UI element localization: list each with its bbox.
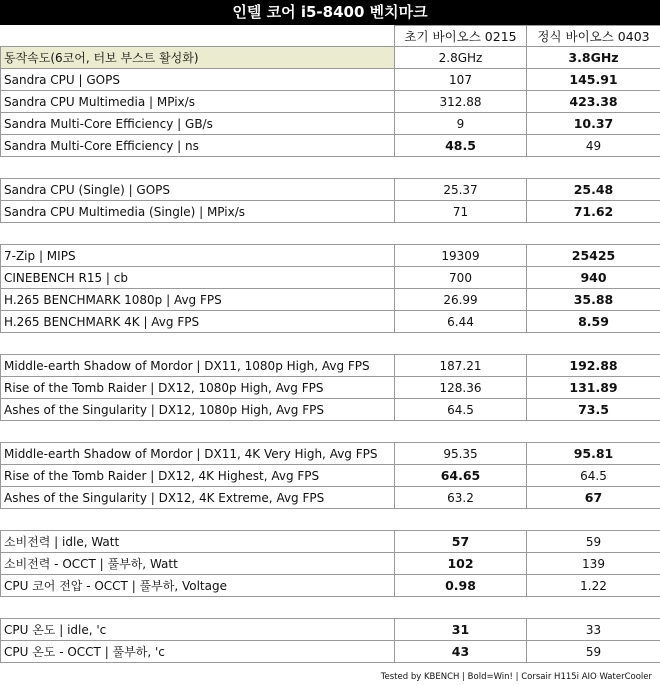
initial-bios-value: 2.8GHz	[395, 47, 527, 69]
official-bios-value: 59	[527, 531, 660, 553]
initial-bios-value: 6.44	[395, 311, 527, 333]
initial-bios-value: 95.35	[395, 443, 527, 465]
initial-bios-value: 43	[395, 641, 527, 663]
table-row	[1, 135, 660, 157]
row-label: Sandra CPU Multimedia | MPix/s	[1, 91, 395, 113]
official-bios-value: 1.22	[527, 575, 660, 597]
initial-bios-value: 48.5	[395, 135, 527, 157]
header-blank-cell	[1, 26, 395, 47]
initial-bios-value: 102	[395, 553, 527, 575]
official-bios-value: 67	[527, 487, 660, 509]
official-bios-value: 25425	[527, 245, 660, 267]
row-label: Sandra Multi-Core Efficiency | GB/s	[1, 113, 395, 135]
spacer-cell	[527, 421, 660, 443]
table-row	[1, 465, 660, 487]
official-bios-value: 59	[527, 641, 660, 663]
table-row	[1, 377, 660, 399]
official-bios-value: 71.62	[527, 201, 660, 223]
page-title: 인텔 코어 i5-8400 벤치마크	[0, 0, 660, 25]
initial-bios-value: 107	[395, 69, 527, 91]
table-row	[1, 443, 660, 465]
spacer-cell	[1, 157, 395, 179]
initial-bios-value: 9	[395, 113, 527, 135]
group-spacer-row	[1, 333, 660, 355]
initial-bios-value: 57	[395, 531, 527, 553]
official-bios-value: 73.5	[527, 399, 660, 421]
official-bios-value: 8.59	[527, 311, 660, 333]
official-bios-value: 64.5	[527, 465, 660, 487]
initial-bios-value: 19309	[395, 245, 527, 267]
table-row	[1, 487, 660, 509]
benchmark-table	[0, 25, 660, 663]
spacer-cell	[395, 509, 527, 531]
row-label: Rise of the Tomb Raider | DX12, 1080p High, Avg FPS	[1, 377, 395, 399]
initial-bios-value: 187.21	[395, 355, 527, 377]
row-label: 소비전력 - OCCT | 풀부하, Watt	[1, 553, 395, 575]
row-label: 7-Zip | MIPS	[1, 245, 395, 267]
official-bios-value: 139	[527, 553, 660, 575]
row-label: Sandra Multi-Core Efficiency | ns	[1, 135, 395, 157]
official-bios-value: 10.37	[527, 113, 660, 135]
official-bios-value: 35.88	[527, 289, 660, 311]
group-spacer-row	[1, 223, 660, 245]
initial-bios-value: 63.2	[395, 487, 527, 509]
official-bios-value: 33	[527, 619, 660, 641]
row-label: Sandra CPU (Single) | GOPS	[1, 179, 395, 201]
official-bios-value: 95.81	[527, 443, 660, 465]
row-label: Sandra CPU Multimedia (Single) | MPix/s	[1, 201, 395, 223]
initial-bios-value: 26.99	[395, 289, 527, 311]
table-row	[1, 311, 660, 333]
row-label: CINEBENCH R15 | cb	[1, 267, 395, 289]
spacer-cell	[527, 509, 660, 531]
row-label: CPU 코어 전압 - OCCT | 풀부하, Voltage	[1, 575, 395, 597]
spacer-cell	[395, 157, 527, 179]
row-label: Rise of the Tomb Raider | DX12, 4K Highest, Avg FPS	[1, 465, 395, 487]
table-header-row	[1, 26, 660, 47]
table-row	[1, 91, 660, 113]
spacer-cell	[527, 597, 660, 619]
row-label: CPU 온도 | idle, 'c	[1, 619, 395, 641]
spacer-cell	[1, 333, 395, 355]
table-row	[1, 553, 660, 575]
table-row	[1, 399, 660, 421]
spacer-cell	[527, 333, 660, 355]
official-bios-value: 192.88	[527, 355, 660, 377]
spacer-cell	[527, 223, 660, 245]
spacer-cell	[1, 421, 395, 443]
official-bios-value: 423.38	[527, 91, 660, 113]
row-label: Middle-earth Shadow of Mordor | DX11, 1080p High, Avg FPS	[1, 355, 395, 377]
column-header-initial-bios: 초기 바이오스 0215	[395, 26, 527, 47]
official-bios-value: 25.48	[527, 179, 660, 201]
official-bios-value: 3.8GHz	[527, 47, 660, 69]
row-label: Sandra CPU | GOPS	[1, 69, 395, 91]
initial-bios-value: 128.36	[395, 377, 527, 399]
table-row	[1, 69, 660, 91]
spacer-cell	[1, 597, 395, 619]
table-row	[1, 619, 660, 641]
table-row	[1, 47, 660, 69]
table-row	[1, 531, 660, 553]
initial-bios-value: 312.88	[395, 91, 527, 113]
group-spacer-row	[1, 597, 660, 619]
spacer-cell	[395, 597, 527, 619]
spacer-cell	[1, 509, 395, 531]
row-label: Ashes of the Singularity | DX12, 1080p High, Avg FPS	[1, 399, 395, 421]
initial-bios-value: 64.5	[395, 399, 527, 421]
row-label: H.265 BENCHMARK 4K | Avg FPS	[1, 311, 395, 333]
group-spacer-row	[1, 421, 660, 443]
spacer-cell	[395, 333, 527, 355]
table-row	[1, 179, 660, 201]
table-row	[1, 245, 660, 267]
spacer-cell	[395, 421, 527, 443]
row-label: Ashes of the Singularity | DX12, 4K Extreme, Avg FPS	[1, 487, 395, 509]
table-row	[1, 201, 660, 223]
footer-credit: Tested by KBENCH | Bold=Win! | Corsair H115i AIO WaterCooler	[380, 672, 652, 682]
table-row	[1, 267, 660, 289]
row-label: CPU 온도 - OCCT | 풀부하, 'c	[1, 641, 395, 663]
column-header-official-bios: 정식 바이오스 0403	[527, 26, 660, 47]
official-bios-value: 145.91	[527, 69, 660, 91]
official-bios-value: 131.89	[527, 377, 660, 399]
initial-bios-value: 64.65	[395, 465, 527, 487]
row-label: 동작속도(6코어, 터보 부스트 활성화)	[1, 47, 395, 69]
table-row	[1, 289, 660, 311]
group-spacer-row	[1, 157, 660, 179]
spacer-cell	[1, 223, 395, 245]
initial-bios-value: 71	[395, 201, 527, 223]
official-bios-value: 49	[527, 135, 660, 157]
row-label: H.265 BENCHMARK 1080p | Avg FPS	[1, 289, 395, 311]
initial-bios-value: 0.98	[395, 575, 527, 597]
initial-bios-value: 31	[395, 619, 527, 641]
row-label: 소비전력 | idle, Watt	[1, 531, 395, 553]
table-row	[1, 355, 660, 377]
official-bios-value: 940	[527, 267, 660, 289]
initial-bios-value: 25.37	[395, 179, 527, 201]
spacer-cell	[395, 223, 527, 245]
table-row	[1, 113, 660, 135]
spacer-cell	[527, 157, 660, 179]
table-row	[1, 575, 660, 597]
row-label: Middle-earth Shadow of Mordor | DX11, 4K Very High, Avg FPS	[1, 443, 395, 465]
group-spacer-row	[1, 509, 660, 531]
table-row	[1, 641, 660, 663]
benchmark-table-body	[1, 26, 660, 663]
initial-bios-value: 700	[395, 267, 527, 289]
